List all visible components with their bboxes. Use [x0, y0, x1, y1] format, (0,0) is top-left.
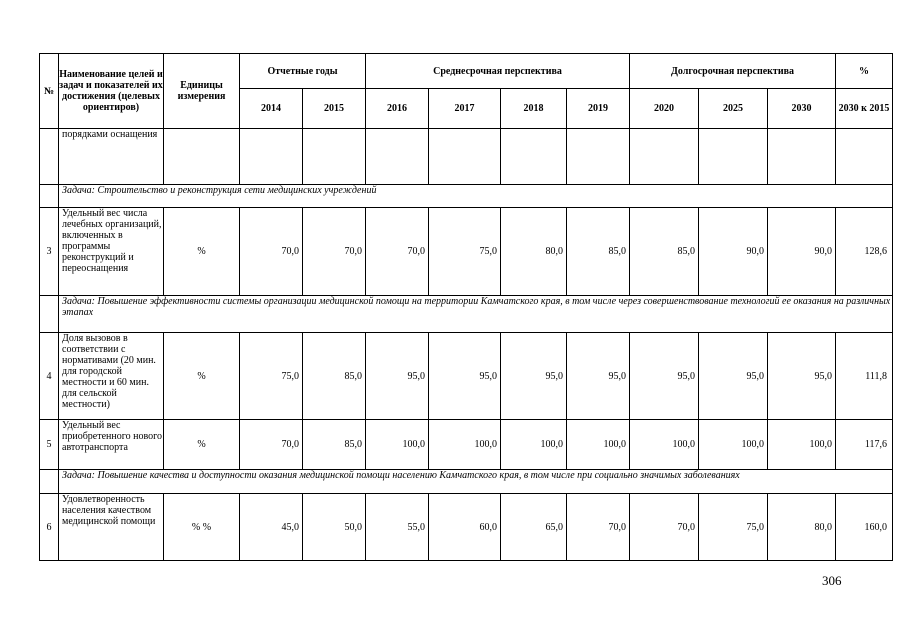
table-row — [40, 333, 893, 420]
indicator-name: Доля вызовов в соответствии с нормативами (20 мин. для городской местности и 60 мин. для сельской местности) — [59, 333, 164, 420]
value-cell: 100,0 — [768, 420, 836, 470]
header-year: 2018 — [501, 89, 567, 129]
value-cell: 95,0 — [429, 333, 501, 420]
value-cell: 90,0 — [699, 208, 768, 296]
value-cell: 95,0 — [567, 333, 630, 420]
value-cell: 95,0 — [699, 333, 768, 420]
value-cell: 80,0 — [501, 208, 567, 296]
value-cell: 95,0 — [768, 333, 836, 420]
value-cell: 100,0 — [366, 420, 429, 470]
task-row — [40, 185, 893, 208]
unit-cell: % % — [164, 494, 240, 561]
value-cell: 85,0 — [303, 420, 366, 470]
value-cell: 100,0 — [567, 420, 630, 470]
value-cell: 85,0 — [567, 208, 630, 296]
header-year: 2016 — [366, 89, 429, 129]
header-medium-term: Среднесрочная перспектива — [366, 54, 630, 89]
header-year: 2015 — [303, 89, 366, 129]
value-cell — [567, 129, 630, 185]
value-cell: 70,0 — [240, 420, 303, 470]
value-cell — [699, 129, 768, 185]
value-cell: 85,0 — [303, 333, 366, 420]
value-cell: 70,0 — [366, 208, 429, 296]
row-number — [40, 129, 59, 185]
value-cell: 50,0 — [303, 494, 366, 561]
header-year: 2019 — [567, 89, 630, 129]
indicator-name: Удельный вес приобретенного нового автотранспорта — [59, 420, 164, 470]
table-row — [40, 420, 893, 470]
header-reported-years: Отчетные годы — [240, 54, 366, 89]
value-cell — [240, 129, 303, 185]
value-cell — [630, 129, 699, 185]
task-text: Задача: Повышение эффективности системы организации медицинской помощи на территории Камчатского края, в том числе через совершенствование технологий ее оказания на различных этапах — [59, 296, 893, 333]
task-empty-cell — [40, 296, 59, 333]
row-number: 5 — [40, 420, 59, 470]
value-cell: 75,0 — [429, 208, 501, 296]
value-cell: 90,0 — [768, 208, 836, 296]
value-cell: 85,0 — [630, 208, 699, 296]
percent-cell: 111,8 — [836, 333, 893, 420]
value-cell: 80,0 — [768, 494, 836, 561]
task-empty-cell — [40, 470, 59, 494]
table-row — [40, 129, 893, 185]
header-no: № — [40, 54, 59, 129]
header-year: 2030 — [768, 89, 836, 129]
table-row — [40, 208, 893, 296]
value-cell: 70,0 — [630, 494, 699, 561]
header-year: 2020 — [630, 89, 699, 129]
value-cell: 75,0 — [699, 494, 768, 561]
task-text: Задача: Строительство и реконструкция сети медицинских учреждений — [59, 185, 893, 208]
percent-cell: 160,0 — [836, 494, 893, 561]
header-unit: Единицы измерения — [164, 54, 240, 129]
value-cell — [768, 129, 836, 185]
header-year: 2025 — [699, 89, 768, 129]
value-cell: 75,0 — [240, 333, 303, 420]
header-name: Наименование целей и задач и показателей их достижения (целевых ориентиров) — [59, 54, 164, 129]
header-long-term: Долгосрочная перспектива — [630, 54, 836, 89]
value-cell: 65,0 — [501, 494, 567, 561]
value-cell: 95,0 — [630, 333, 699, 420]
task-empty-cell — [40, 185, 59, 208]
value-cell — [366, 129, 429, 185]
row-number: 4 — [40, 333, 59, 420]
unit-cell: % — [164, 208, 240, 296]
value-cell — [303, 129, 366, 185]
task-text: Задача: Повышение качества и доступности оказания медицинской помощи населению Камчатского края, в том числе при социально значимых заболеваниях — [59, 470, 893, 494]
task-row — [40, 470, 893, 494]
value-cell: 100,0 — [630, 420, 699, 470]
value-cell — [429, 129, 501, 185]
indicator-name: порядками оснащения — [59, 129, 164, 185]
value-cell: 60,0 — [429, 494, 501, 561]
unit-cell: % — [164, 420, 240, 470]
value-cell: 100,0 — [699, 420, 768, 470]
percent-cell: 128,6 — [836, 208, 893, 296]
value-cell: 70,0 — [567, 494, 630, 561]
percent-cell: 117,6 — [836, 420, 893, 470]
indicator-name: Удовлетворенность населения качеством медицинской помощи — [59, 494, 164, 561]
value-cell: 70,0 — [303, 208, 366, 296]
value-cell: 95,0 — [501, 333, 567, 420]
header-year: 2014 — [240, 89, 303, 129]
table-row — [40, 494, 893, 561]
unit-cell: % — [164, 333, 240, 420]
value-cell: 100,0 — [501, 420, 567, 470]
indicators-table — [39, 53, 893, 561]
percent-cell — [836, 129, 893, 185]
header-percent: % — [836, 54, 893, 89]
indicator-name: Удельный вес числа лечебных организаций, включенных в программы реконструкций и переоснащения — [59, 208, 164, 296]
table-body — [40, 129, 893, 561]
row-number: 6 — [40, 494, 59, 561]
row-number: 3 — [40, 208, 59, 296]
value-cell — [501, 129, 567, 185]
value-cell: 100,0 — [429, 420, 501, 470]
value-cell: 70,0 — [240, 208, 303, 296]
value-cell: 55,0 — [366, 494, 429, 561]
task-row — [40, 296, 893, 333]
page-number: 306 — [822, 573, 842, 588]
unit-cell — [164, 129, 240, 185]
value-cell: 45,0 — [240, 494, 303, 561]
header-year: 2017 — [429, 89, 501, 129]
value-cell: 95,0 — [366, 333, 429, 420]
header-percent-ratio: 2030 к 2015 — [836, 89, 893, 129]
